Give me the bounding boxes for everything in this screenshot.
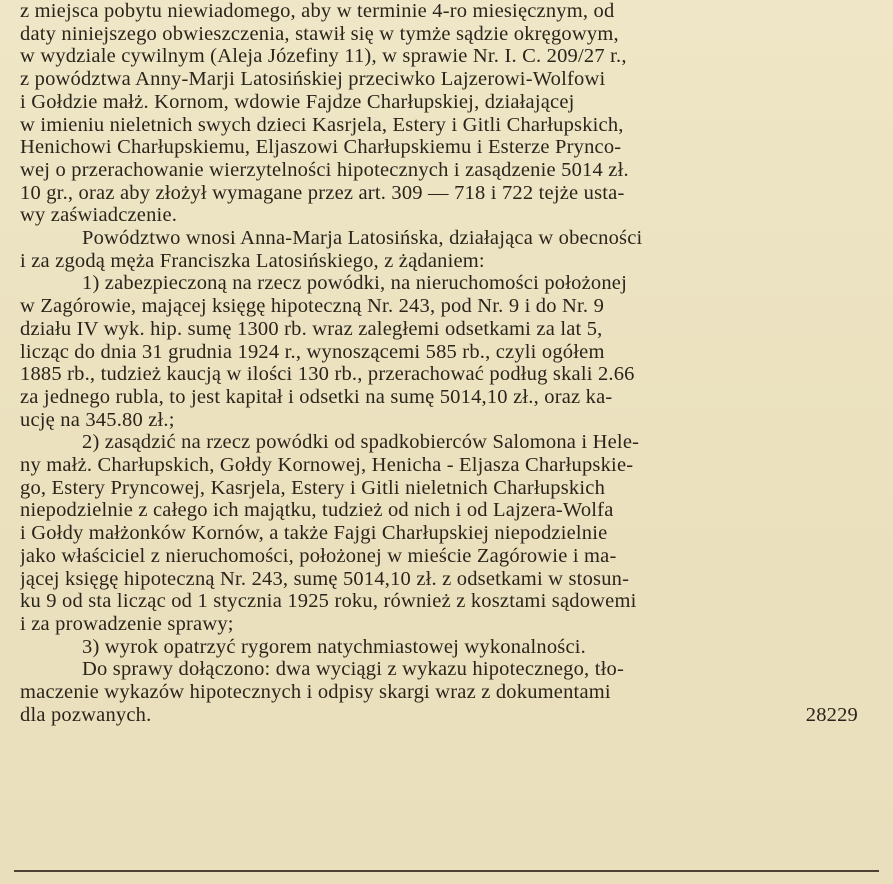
text-line: za jednego rubla, to jest kapitał i odsetki na sumę 5014,10 zł., oraz ka- — [20, 385, 613, 408]
text-line: i za prowadzenie sprawy; — [20, 612, 234, 635]
text-line: 1885 rb., tudzież kaucją w ilości 130 rb., przerachować podług skali 2.66 — [20, 363, 635, 386]
text-line: ucję na 345.80 zł.; — [20, 408, 175, 431]
text-line: licząc do dnia 31 grudnia 1924 r., wynoszącemi 585 rb., czyli ogółem — [20, 340, 605, 363]
text-column — [20, 0, 872, 727]
text-line: działu IV wyk. hip. sumę 1300 rb. wraz zaległemi odsetkami za lat 5, — [20, 317, 603, 340]
text-line: i Gołdzie małż. Kornom, wdowie Fajdze Charłupskiej, działającej — [20, 90, 575, 113]
paragraph-summons — [20, 0, 872, 227]
text-line: ku 9 od sta licząc od 1 stycznia 1925 roku, również z kosztami sądowemi — [20, 590, 637, 613]
text-line: w wydziale cywilnym (Aleja Józefiny 11), w sprawie Nr. I. C. 209/27 r., — [20, 45, 627, 68]
last-line — [20, 704, 872, 727]
text-line: wej o przerachowanie wierzytelności hipotecznych i zasądzenie 5014 zł. — [20, 158, 629, 181]
text-line: ny małż. Charłupskich, Gołdy Kornowej, Henicha - Eljasza Charłupskie- — [20, 454, 634, 477]
text-line: niepodzielnie z całego ich majątku, tudzież od nich i od Lajzera-Wolfa — [20, 499, 614, 522]
text-line: w Zagórowie, mającej księgę hipoteczną Nr. 243, pod Nr. 9 i do Nr. 9 — [20, 295, 605, 318]
text-line: go, Estery Pryncowej, Kasrjela, Estery i Gitli nieletnich Charłupskich — [20, 476, 606, 499]
text-line: z miejsca pobytu niewiadomego, aby w terminie 4-ro miesięcznym, od — [20, 0, 615, 22]
text-line: Powództwo wnosi Anna-Marja Latosińska, działająca w obecności — [82, 227, 643, 250]
text-line: wy zaświadczenie. — [20, 204, 178, 227]
text-line: Do sprawy dołączono: dwa wyciągi z wykazu hipotecznego, tło- — [82, 658, 624, 681]
paragraph-item-3 — [20, 636, 872, 659]
paragraph-item-1 — [20, 272, 872, 431]
text-line: z powództwa Anny-Marji Latosińskiej przeciwko Lajzerowi-Wolfowi — [20, 68, 606, 91]
text-line: 2) zasądzić na rzecz powódki od spadkobierców Salomona i Hele- — [82, 431, 640, 454]
text-line: daty niniejszego obwieszczenia, stawił się w tymże sądzie okręgowym, — [20, 22, 619, 45]
text-line: Henichowi Charłupskiemu, Eljaszowi Charłupskiemu i Esterze Prynco- — [20, 136, 622, 159]
text-line: dla pozwanych. — [20, 703, 152, 726]
paragraph-item-2 — [20, 431, 872, 635]
text-line: i za zgodą męża Franciszka Latosińskiego, z żądaniem: — [20, 249, 485, 272]
text-line: 10 gr., oraz aby złożył wymagane przez art. 309 — 718 i 722 tejże usta- — [20, 181, 625, 204]
notice-number: 28229 — [805, 703, 858, 726]
text-line: jącej księgę hipoteczną Nr. 243, sumę 5014,10 zł. z odsetkami w stosun- — [20, 567, 630, 590]
text-line: jako właściciel z nieruchomości, położonej w mieście Zagórowie i ma- — [20, 544, 617, 567]
paragraph-claim — [20, 227, 872, 272]
text-line: 3) wyrok opatrzyć rygorem natychmiastowej wykonalności. — [82, 635, 587, 658]
bottom-divider — [14, 870, 879, 872]
text-line: maczenie wykazów hipotecznych i odpisy skargi wraz z dokumentami — [20, 681, 611, 704]
paragraph-attachments — [20, 658, 872, 726]
text-line: 1) zabezpieczoną na rzecz powódki, na nieruchomości położonej — [82, 272, 627, 295]
text-line: i Gołdy małżonków Kornów, a także Fajgi Charłupskiej niepodzielnie — [20, 522, 608, 545]
text-line: w imieniu nieletnich swych dzieci Kasrjela, Estery i Gitli Charłupskich, — [20, 113, 624, 136]
